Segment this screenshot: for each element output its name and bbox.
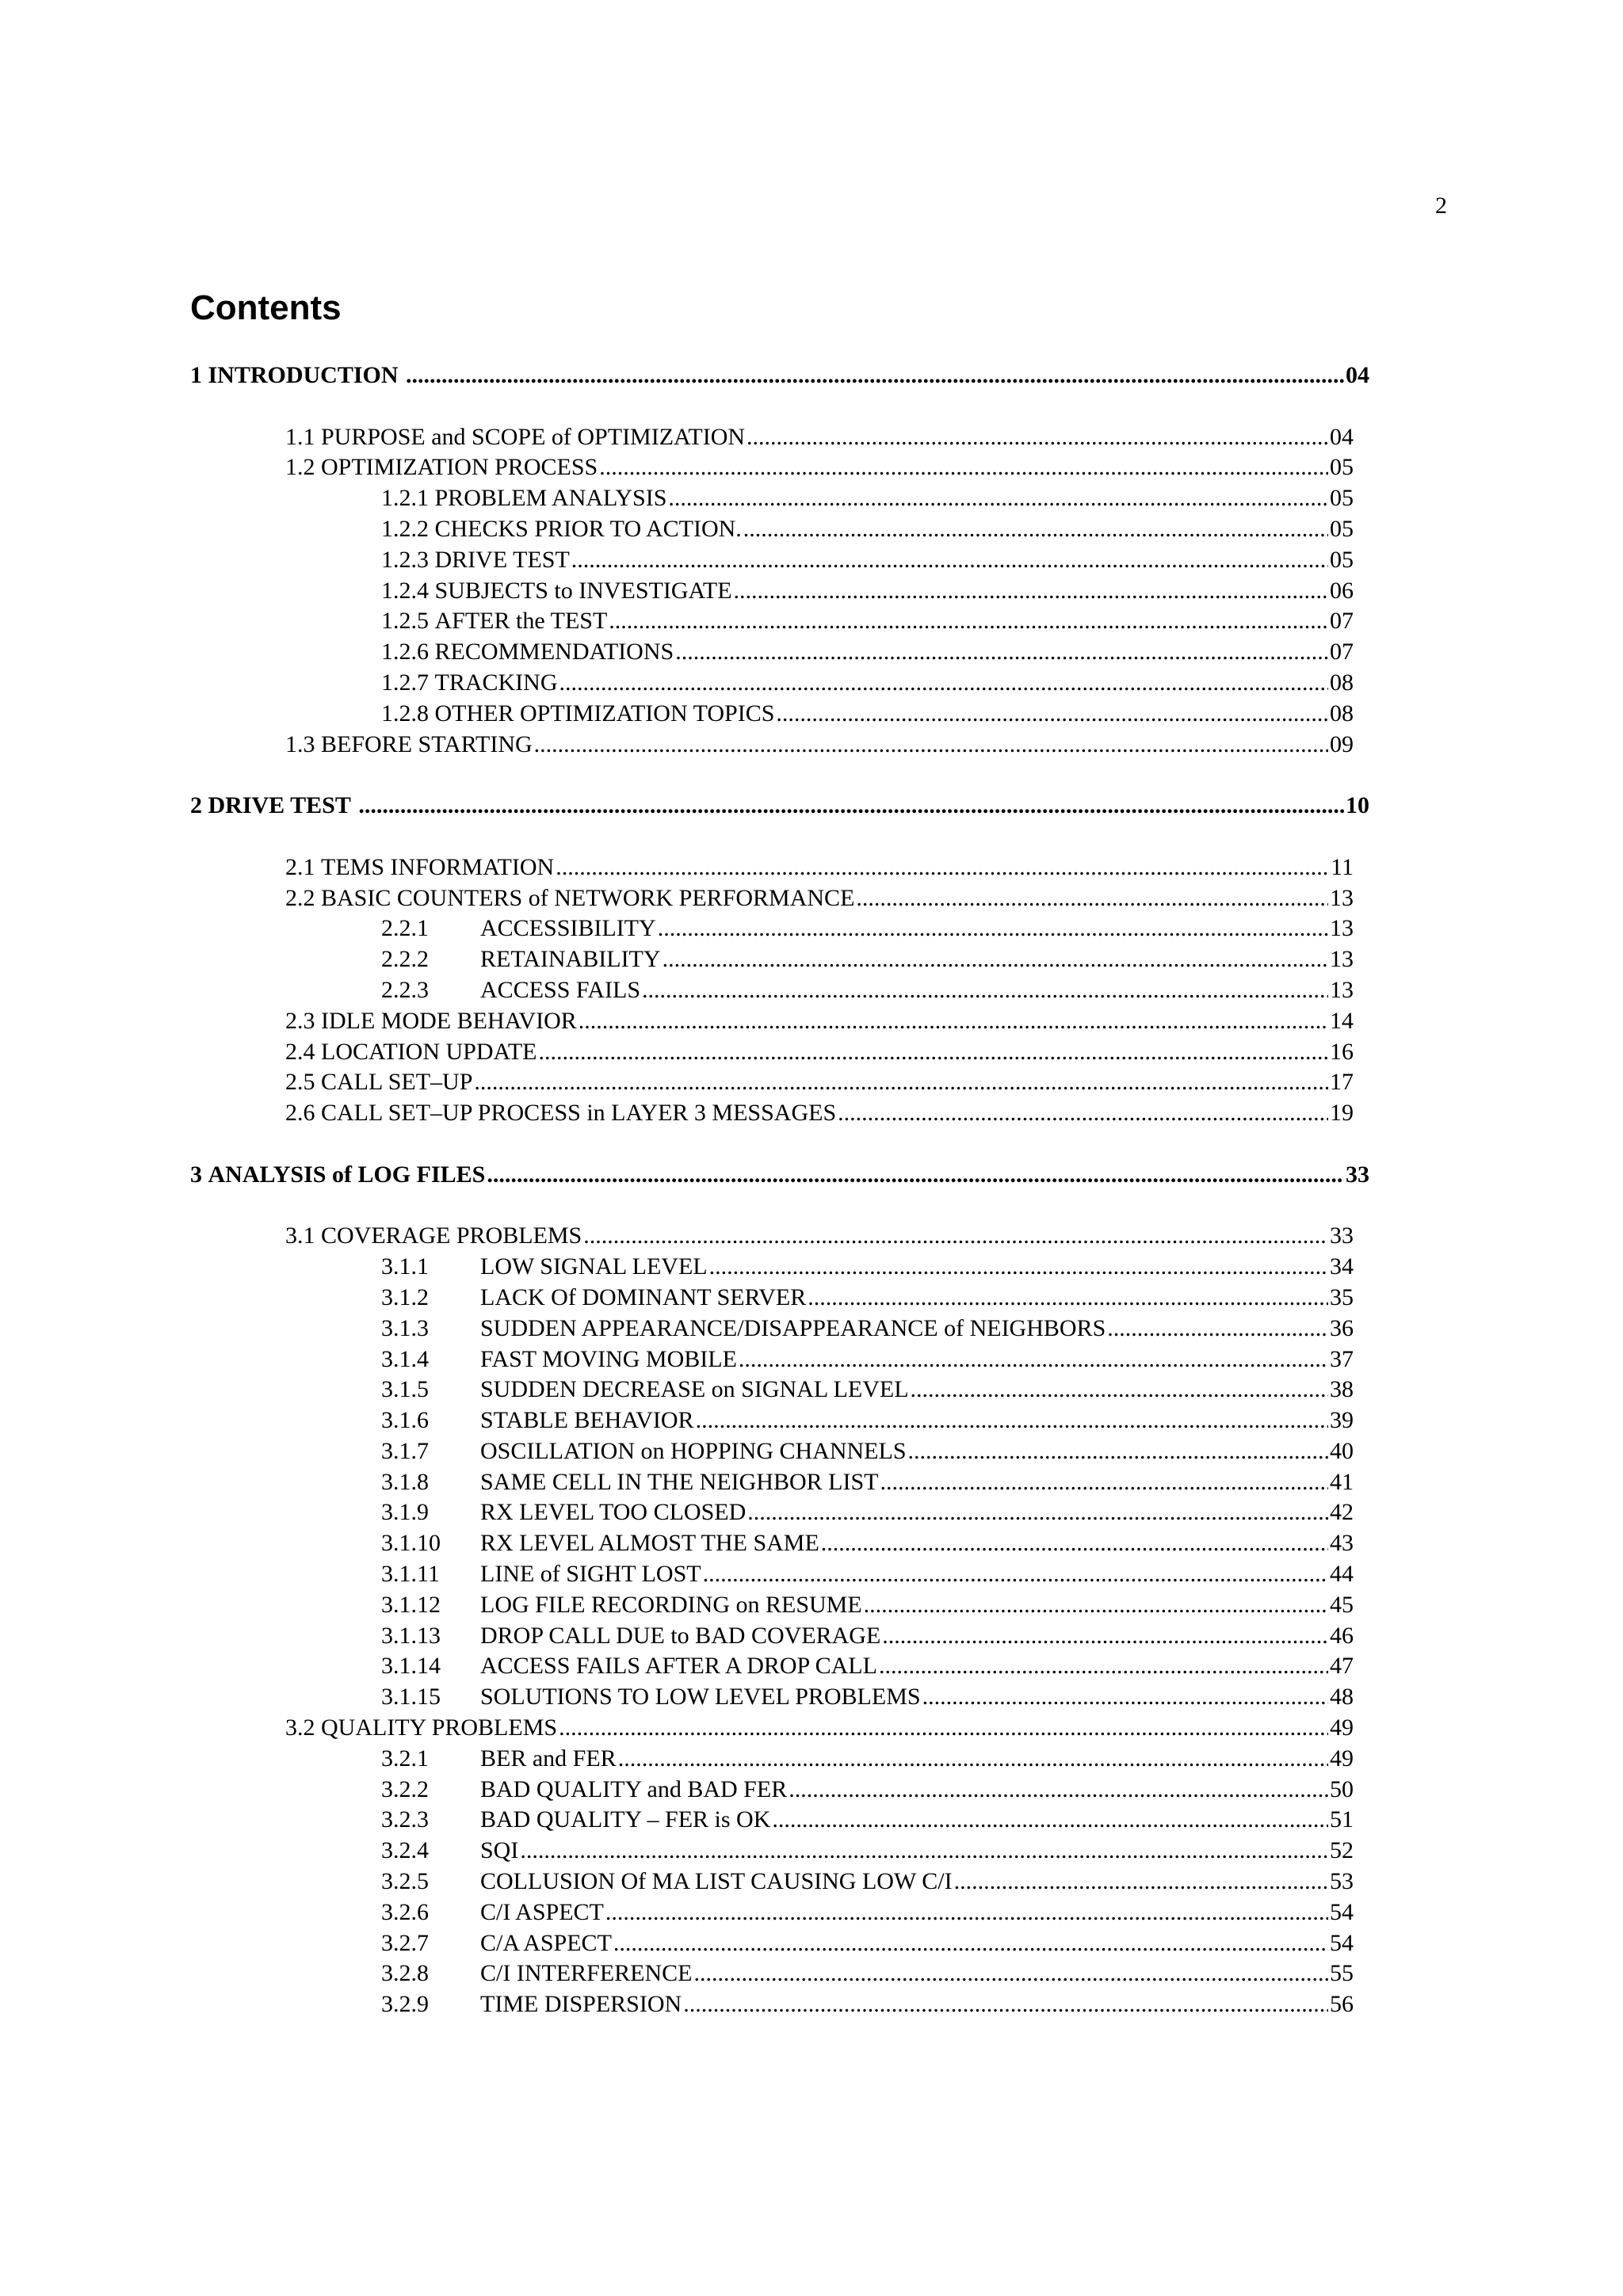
entry-page: 07 xyxy=(1330,639,1354,666)
toc-entry-1-2-2[interactable] xyxy=(0,514,1623,545)
entry-title: RX LEVEL ALMOST THE SAME xyxy=(480,1530,819,1557)
entry-number: 3.2.4 xyxy=(381,1837,429,1864)
toc-entry-3-1-6[interactable] xyxy=(0,1405,1623,1436)
entry-number: 2.5 xyxy=(285,1069,315,1096)
entry-title: C/I ASPECT xyxy=(480,1898,604,1925)
entry-page: 42 xyxy=(1330,1499,1354,1526)
dot-leader xyxy=(520,1836,1328,1867)
entry-page: 11 xyxy=(1331,853,1354,880)
entry-number: 1.2.8 xyxy=(381,700,429,727)
entry-page: 48 xyxy=(1330,1684,1354,1711)
dot-leader xyxy=(879,1651,1328,1682)
entry-title: QUALITY PROBLEMS xyxy=(321,1714,558,1741)
dot-leader xyxy=(694,1958,1329,1989)
dot-leader xyxy=(880,1467,1328,1498)
entry-page: 16 xyxy=(1330,1038,1354,1065)
entry-page: 10 xyxy=(1346,792,1369,819)
entry-title: BASIC COUNTERS of NETWORK PERFORMANCE xyxy=(321,884,855,911)
toc-entry-2-2-2[interactable] xyxy=(0,944,1623,975)
toc-entry-3-2-4[interactable] xyxy=(0,1836,1623,1867)
entry-number: 3.1.13 xyxy=(381,1622,441,1649)
dot-leader xyxy=(747,1497,1328,1528)
entry-page: 46 xyxy=(1330,1622,1354,1649)
entry-page: 39 xyxy=(1330,1407,1354,1434)
entry-title: PURPOSE and SCOPE of OPTIMIZATION xyxy=(321,423,746,450)
dot-leader xyxy=(559,1713,1328,1744)
entry-title: IDLE MODE BEHAVIOR xyxy=(321,1007,577,1034)
toc-entry-3-2-5[interactable] xyxy=(0,1867,1623,1897)
entry-number: 3.2.7 xyxy=(381,1929,429,1956)
toc-entry-3-1-10[interactable] xyxy=(0,1528,1623,1559)
entry-page: 13 xyxy=(1330,915,1354,942)
entry-title: ANALYSIS of LOG FILES xyxy=(208,1161,486,1188)
entry-title: CALL SET–UP xyxy=(321,1069,473,1096)
dot-leader xyxy=(821,1528,1328,1559)
entry-page: 34 xyxy=(1330,1253,1354,1280)
toc-entry-3-2-2[interactable] xyxy=(0,1775,1623,1806)
entry-title: OPTIMIZATION PROCESS xyxy=(321,454,598,481)
entry-title: CALL SET–UP PROCESS in LAYER 3 MESSAGES xyxy=(321,1100,837,1127)
toc-entry-2-2[interactable] xyxy=(0,883,1623,914)
toc-entry-2-5[interactable] xyxy=(0,1067,1623,1098)
dot-leader xyxy=(838,1098,1328,1129)
entry-title: COVERAGE PROBLEMS xyxy=(321,1222,582,1249)
entry-title: TEMS INFORMATION xyxy=(321,853,555,880)
entry-page: 51 xyxy=(1330,1806,1354,1833)
dot-leader xyxy=(613,1928,1328,1959)
entry-number: 1.1 xyxy=(285,423,315,450)
entry-number: 1.2.2 xyxy=(381,515,429,542)
entry-number: 2.2.1 xyxy=(381,915,429,942)
dot-leader xyxy=(789,1775,1328,1806)
entry-title: ACCESSIBILITY xyxy=(480,915,656,942)
dot-leader xyxy=(618,1744,1328,1775)
dot-leader xyxy=(856,883,1328,914)
entry-page: 54 xyxy=(1330,1898,1354,1925)
dot-leader xyxy=(668,483,1328,514)
entry-page: 13 xyxy=(1330,946,1354,973)
entry-title: SUDDEN APPEARANCE/DISAPPEARANCE of NEIGHBORS xyxy=(480,1314,1106,1341)
toc-entry-1-2-7[interactable] xyxy=(0,668,1623,699)
toc-entry-1-2-3[interactable] xyxy=(0,545,1623,576)
entry-page: 08 xyxy=(1330,669,1354,696)
entry-number: 3.1.1 xyxy=(381,1253,429,1280)
entry-number: 3.2.9 xyxy=(381,1991,429,2018)
entry-page: 45 xyxy=(1330,1591,1354,1618)
entry-title: RECOMMENDATIONS xyxy=(434,639,674,666)
entry-number: 3.1.11 xyxy=(381,1561,440,1588)
dot-leader xyxy=(743,514,1328,545)
dot-leader xyxy=(609,606,1328,637)
table-of-contents xyxy=(0,360,1623,2020)
toc-chapter-1[interactable] xyxy=(0,360,1623,391)
dot-leader xyxy=(696,1405,1328,1436)
entry-title: SOLUTIONS TO LOW LEVEL PROBLEMS xyxy=(480,1684,921,1711)
entry-number: 3.1.2 xyxy=(381,1283,429,1310)
entry-page: 54 xyxy=(1330,1929,1354,1956)
entry-number: 3.1.5 xyxy=(381,1376,429,1403)
dot-leader xyxy=(406,360,1344,391)
toc-entry-2-2-1[interactable] xyxy=(0,913,1623,944)
toc-entry-3-1-5[interactable] xyxy=(0,1375,1623,1405)
dot-leader xyxy=(911,1375,1328,1405)
entry-number: 3.1.15 xyxy=(381,1684,441,1711)
entry-title: BAD QUALITY – FER is OK xyxy=(480,1806,771,1833)
page-title: Contents xyxy=(190,288,342,327)
toc-entry-2-2-3[interactable] xyxy=(0,975,1623,1006)
dot-leader xyxy=(683,1989,1328,2020)
dot-leader xyxy=(703,1559,1328,1590)
dot-leader xyxy=(579,1006,1328,1037)
entry-number: 3.2.6 xyxy=(381,1898,429,1925)
dot-leader xyxy=(882,1621,1328,1652)
entry-number: 3.2.1 xyxy=(381,1745,429,1772)
entry-page: 38 xyxy=(1330,1376,1354,1403)
entry-title: BER and FER xyxy=(480,1745,617,1772)
entry-number: 1.2.5 xyxy=(381,608,429,635)
toc-entry-3-1-14[interactable] xyxy=(0,1651,1623,1682)
dot-leader xyxy=(808,1283,1328,1314)
entry-number: 1 xyxy=(190,362,202,388)
entry-number: 1.2.6 xyxy=(381,639,429,666)
entry-title: COLLUSION Of MA LIST CAUSING LOW C/I xyxy=(480,1868,953,1895)
dot-leader xyxy=(599,452,1328,483)
entry-page: 49 xyxy=(1330,1745,1354,1772)
entry-page: 04 xyxy=(1330,423,1354,450)
toc-chapter-3[interactable] xyxy=(0,1160,1623,1191)
toc-entry-3-1-15[interactable] xyxy=(0,1682,1623,1713)
entry-title: LACK Of DOMINANT SERVER xyxy=(480,1283,807,1310)
entry-number: 2.4 xyxy=(285,1038,315,1065)
entry-page: 17 xyxy=(1330,1069,1354,1096)
entry-number: 3.1.10 xyxy=(381,1530,441,1557)
entry-number: 3.2.8 xyxy=(381,1960,429,1987)
entry-number: 2.6 xyxy=(285,1100,315,1127)
toc-entry-2-6[interactable] xyxy=(0,1098,1623,1129)
toc-entry-1-2-6[interactable] xyxy=(0,637,1623,668)
toc-entry-3-2[interactable] xyxy=(0,1713,1623,1744)
entry-title: SQI xyxy=(480,1837,519,1864)
entry-number: 3.1.4 xyxy=(381,1345,429,1372)
entry-number: 3.2 xyxy=(285,1714,315,1741)
entry-page: 40 xyxy=(1330,1437,1354,1464)
entry-page: 05 xyxy=(1330,546,1354,573)
entry-title: AFTER the TEST xyxy=(434,608,608,635)
entry-number: 3 xyxy=(190,1161,202,1188)
dot-leader xyxy=(739,1344,1328,1375)
entry-page: 05 xyxy=(1330,515,1354,542)
dot-leader xyxy=(1107,1314,1328,1344)
toc-entry-3-1-9[interactable] xyxy=(0,1497,1623,1528)
entry-number: 1.2 xyxy=(285,454,315,481)
toc-entry-1-2-8[interactable] xyxy=(0,699,1623,730)
toc-entry-3-1-11[interactable] xyxy=(0,1559,1623,1590)
entry-title: BEFORE STARTING xyxy=(321,730,533,757)
entry-title: DRIVE TEST xyxy=(208,792,351,819)
toc-entry-1-2-4[interactable] xyxy=(0,576,1623,607)
entry-page: 37 xyxy=(1330,1345,1354,1372)
entry-page: 05 xyxy=(1330,454,1354,481)
entry-page: 49 xyxy=(1330,1714,1354,1741)
entry-page: 09 xyxy=(1330,730,1354,757)
dot-leader xyxy=(559,668,1329,699)
toc-entry-3-1-4[interactable] xyxy=(0,1344,1623,1375)
toc-entry-3-1-2[interactable] xyxy=(0,1283,1623,1314)
toc-entry-3-2-3[interactable] xyxy=(0,1805,1623,1836)
entry-title: LOCATION UPDATE xyxy=(321,1038,537,1065)
dot-leader xyxy=(534,730,1328,761)
toc-entry-2-4[interactable] xyxy=(0,1037,1623,1068)
dot-leader xyxy=(747,422,1328,453)
dot-leader xyxy=(954,1867,1328,1897)
entry-number: 2.2.2 xyxy=(381,946,429,973)
dot-leader xyxy=(583,1221,1328,1252)
entry-number: 2.2.3 xyxy=(381,976,429,1003)
dot-leader xyxy=(658,913,1328,944)
page-number: 2 xyxy=(1435,193,1447,219)
entry-page: 08 xyxy=(1330,700,1354,727)
entry-number: 3.2.5 xyxy=(381,1868,429,1895)
dot-leader xyxy=(642,975,1328,1006)
entry-page: 41 xyxy=(1330,1468,1354,1495)
dot-leader xyxy=(487,1160,1344,1191)
dot-leader xyxy=(358,791,1344,822)
entry-title: RX LEVEL TOO CLOSED xyxy=(480,1499,747,1526)
entry-title: INTRODUCTION xyxy=(208,362,399,388)
entry-title: SUDDEN DECREASE on SIGNAL LEVEL xyxy=(480,1376,909,1403)
entry-page: 55 xyxy=(1330,1960,1354,1987)
entry-number: 3.2.3 xyxy=(381,1806,429,1833)
toc-entry-3-1[interactable] xyxy=(0,1221,1623,1252)
entry-title: LOW SIGNAL LEVEL xyxy=(480,1253,708,1280)
dot-leader xyxy=(663,944,1328,975)
entry-number: 1.2.3 xyxy=(381,546,429,573)
entry-title: FAST MOVING MOBILE xyxy=(480,1345,737,1372)
entry-number: 3.1.9 xyxy=(381,1499,429,1526)
toc-entry-3-1-3[interactable] xyxy=(0,1314,1623,1344)
entry-number: 3.2.2 xyxy=(381,1775,429,1802)
entry-title: LOG FILE RECORDING on RESUME xyxy=(480,1591,862,1618)
toc-entry-1-3[interactable] xyxy=(0,730,1623,761)
entry-number: 2 xyxy=(190,792,202,819)
toc-entry-3-2-9[interactable] xyxy=(0,1989,1623,2020)
dot-leader xyxy=(556,852,1329,883)
dot-leader xyxy=(709,1252,1328,1283)
entry-title: C/A ASPECT xyxy=(480,1929,612,1956)
toc-entry-1-2-1[interactable] xyxy=(0,483,1623,514)
toc-entry-3-1-7[interactable] xyxy=(0,1436,1623,1467)
entry-page: 47 xyxy=(1330,1653,1354,1680)
entry-title: OSCILLATION on HOPPING CHANNELS xyxy=(480,1437,907,1464)
entry-title: DROP CALL DUE to BAD COVERAGE xyxy=(480,1622,881,1649)
entry-title: DRIVE TEST xyxy=(434,546,570,573)
entry-number: 1.2.4 xyxy=(381,577,429,604)
toc-entry-3-1-8[interactable] xyxy=(0,1467,1623,1498)
entry-number: 3.1.14 xyxy=(381,1653,441,1680)
toc-entry-3-2-7[interactable] xyxy=(0,1928,1623,1959)
entry-title: TRACKING xyxy=(434,669,558,696)
dot-leader xyxy=(922,1682,1328,1713)
entry-page: 35 xyxy=(1330,1283,1354,1310)
dot-leader xyxy=(772,1805,1328,1836)
entry-number: 2.2 xyxy=(285,884,315,911)
entry-title: ACCESS FAILS AFTER A DROP CALL xyxy=(480,1653,877,1680)
dot-leader xyxy=(908,1436,1328,1467)
entry-number: 1.3 xyxy=(285,730,315,757)
entry-title: LINE of SIGHT LOST xyxy=(480,1561,701,1588)
entry-number: 1.2.1 xyxy=(381,485,429,512)
toc-entry-2-1[interactable] xyxy=(0,852,1623,883)
toc-entry-2-3[interactable] xyxy=(0,1006,1623,1037)
entry-page: 43 xyxy=(1330,1530,1354,1557)
entry-title: CHECKS PRIOR TO ACTION. xyxy=(434,515,742,542)
entry-page: 52 xyxy=(1330,1837,1354,1864)
entry-page: 33 xyxy=(1330,1222,1354,1249)
entry-page: 50 xyxy=(1330,1775,1354,1802)
entry-number: 3.1.12 xyxy=(381,1591,441,1618)
entry-number: 3.1 xyxy=(285,1222,315,1249)
entry-page: 36 xyxy=(1330,1314,1354,1341)
entry-page: 13 xyxy=(1330,884,1354,911)
entry-title: SUBJECTS to INVESTIGATE xyxy=(434,577,732,604)
entry-title: ACCESS FAILS xyxy=(480,976,641,1003)
entry-title: STABLE BEHAVIOR xyxy=(480,1407,694,1434)
entry-page: 56 xyxy=(1330,1991,1354,2018)
toc-entry-3-2-6[interactable] xyxy=(0,1897,1623,1928)
entry-page: 13 xyxy=(1330,976,1354,1003)
dot-leader xyxy=(864,1590,1328,1621)
entry-page: 06 xyxy=(1330,577,1354,604)
entry-number: 1.2.7 xyxy=(381,669,429,696)
entry-page: 44 xyxy=(1330,1561,1354,1588)
entry-number: 3.1.8 xyxy=(381,1468,429,1495)
toc-entry-1-1[interactable] xyxy=(0,422,1623,453)
toc-entry-1-2-5[interactable] xyxy=(0,606,1623,637)
dot-leader xyxy=(474,1067,1328,1098)
dot-leader xyxy=(675,637,1328,668)
dot-leader xyxy=(539,1037,1329,1068)
entry-number: 3.1.6 xyxy=(381,1407,429,1434)
entry-page: 14 xyxy=(1330,1007,1354,1034)
entry-page: 04 xyxy=(1346,362,1369,388)
entry-title: PROBLEM ANALYSIS xyxy=(434,485,667,512)
dot-leader xyxy=(605,1897,1328,1928)
entry-title: BAD QUALITY and BAD FER xyxy=(480,1775,788,1802)
entry-number: 2.1 xyxy=(285,853,315,880)
toc-entry-3-1-13[interactable] xyxy=(0,1621,1623,1652)
entry-title: TIME DISPERSION xyxy=(480,1991,682,2018)
entry-page: 53 xyxy=(1330,1868,1354,1895)
dot-leader xyxy=(571,545,1328,576)
entry-title: C/I INTERFERENCE xyxy=(480,1960,693,1987)
toc-entry-3-1-1[interactable] xyxy=(0,1252,1623,1283)
toc-entry-3-1-12[interactable] xyxy=(0,1590,1623,1621)
entry-number: 2.3 xyxy=(285,1007,315,1034)
toc-entry-1-2[interactable] xyxy=(0,452,1623,483)
dot-leader xyxy=(776,699,1328,730)
toc-entry-3-2-1[interactable] xyxy=(0,1744,1623,1775)
entry-number: 3.1.7 xyxy=(381,1437,429,1464)
entry-title: RETAINABILITY xyxy=(480,946,661,973)
toc-chapter-2[interactable] xyxy=(0,791,1623,822)
entry-number: 3.1.3 xyxy=(381,1314,429,1341)
toc-entry-3-2-8[interactable] xyxy=(0,1958,1623,1989)
entry-page: 05 xyxy=(1330,485,1354,512)
entry-title: SAME CELL IN THE NEIGHBOR LIST xyxy=(480,1468,879,1495)
entry-page: 07 xyxy=(1330,608,1354,635)
entry-page: 33 xyxy=(1346,1161,1369,1188)
dot-leader xyxy=(734,576,1328,607)
entry-title: OTHER OPTIMIZATION TOPICS xyxy=(434,700,775,727)
entry-page: 19 xyxy=(1330,1100,1354,1127)
